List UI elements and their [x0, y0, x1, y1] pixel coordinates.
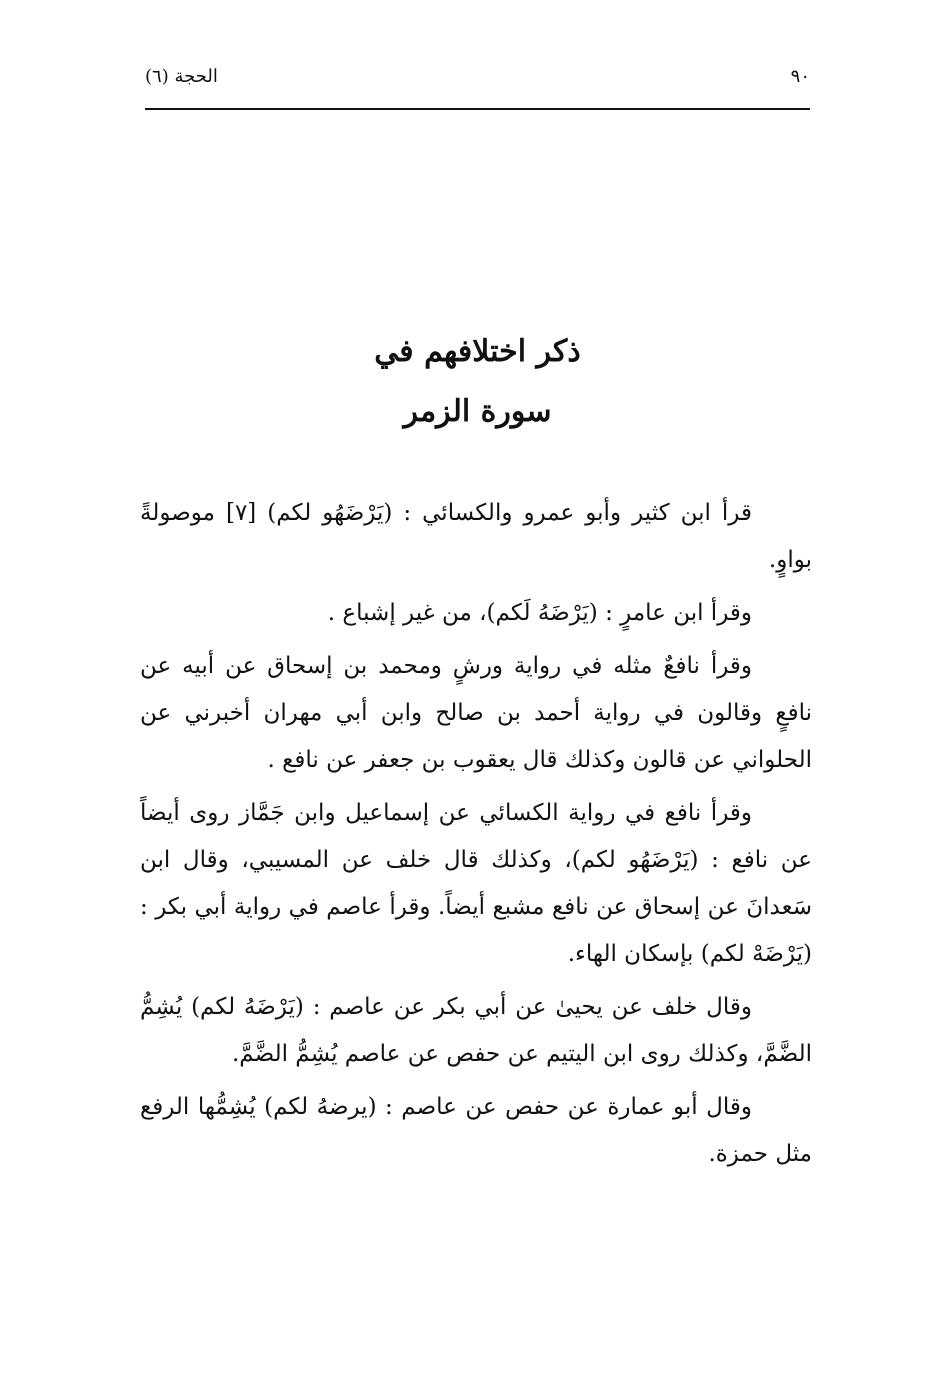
paragraph: وقرأ نافعٌ مثله في رواية ورشٍ ومحمد بن إسحاق عن أبيه عن نافعٍ وقالون في رواية أحمد بن صالح وابن أبي مهران أخبرني عن الحلواني عن قالون وكذلك قال يعقوب بن جعفر عن نافع . [140, 653, 812, 773]
chapter-heading [145, 322, 810, 442]
page-number: ٩٠ [790, 66, 810, 87]
paragraph: قرأ ابن كثير وأبو عمرو والكسائي : (يَرْضَهُو لكم) [٧] موصولةً بواوٍ. [140, 500, 812, 573]
chapter-heading-line-2: سورة الزمر [403, 394, 552, 429]
paragraph: وقال خلف عن يحيىٰ عن أبي بكر عن عاصم : (يَرْضَهُ لكم) يُشِمُّ الضَّمَّ، وكذلك روى ابن اليتيم عن حفص عن عاصم يُشِمُّ الضَّمَّ. [140, 994, 812, 1067]
paragraph: وقرأ ابن عامرٍ : (يَرْضَهُ لَكم)، من غير إشباع . [327, 600, 752, 626]
book-title: الحجة (٦) [145, 66, 218, 87]
running-header [145, 66, 810, 96]
paragraph: وقال أبو عمارة عن حفص عن عاصم : (يرضهُ لكم) يُشِمُّها الرفع مثل حمزة. [140, 1094, 812, 1167]
paragraph: وقرأ نافع في رواية الكسائي عن إسماعيل وابن جَمَّاز روى أيضاً عن نافع : (يَرْضَهُو لكم)، وكذلك قال خلف عن المسيبي، وقال ابن سَعدانَ عن إسحاق عن نافع مشبع أيضاً. وقرأ عاصم في رواية أبي بكر : (يَرْضَهْ لكم) بإسكان الهاء. [140, 800, 812, 967]
body-text [140, 490, 812, 1184]
header-divider [145, 108, 810, 110]
chapter-heading-line-1: ذكر اختلافهم في [374, 334, 581, 369]
